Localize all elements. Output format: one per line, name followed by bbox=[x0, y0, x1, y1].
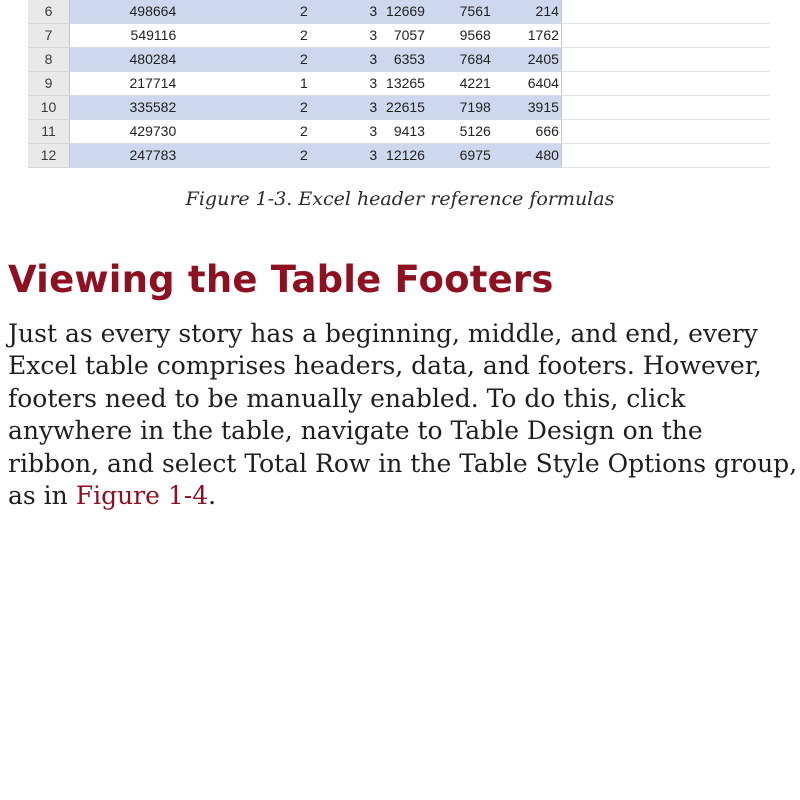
table-cell[interactable]: 7684 bbox=[433, 48, 507, 72]
table-cell[interactable]: 2 bbox=[246, 96, 336, 120]
empty-cell[interactable] bbox=[561, 24, 770, 48]
table-cell[interactable]: 480 bbox=[507, 144, 562, 168]
empty-cell[interactable] bbox=[561, 144, 770, 168]
table-row bbox=[28, 72, 770, 96]
paragraph-end: . bbox=[208, 481, 217, 511]
empty-cell[interactable] bbox=[561, 120, 770, 144]
empty-cell[interactable] bbox=[561, 96, 770, 120]
row-number-header[interactable]: 7 bbox=[28, 24, 70, 48]
row-number-header[interactable]: 12 bbox=[28, 144, 70, 168]
table-row bbox=[28, 120, 770, 144]
table-cell[interactable]: 6975 bbox=[433, 144, 507, 168]
table-cell[interactable]: 3 bbox=[336, 24, 378, 48]
table-row bbox=[28, 0, 770, 24]
table-cell[interactable]: 217714 bbox=[70, 72, 247, 96]
row-number-header[interactable]: 6 bbox=[28, 0, 70, 24]
table-cell[interactable]: 2 bbox=[246, 144, 336, 168]
table-row bbox=[28, 48, 770, 72]
table-cell[interactable]: 9568 bbox=[433, 24, 507, 48]
table-cell[interactable]: 666 bbox=[507, 120, 562, 144]
table-cell[interactable]: 2 bbox=[246, 120, 336, 144]
table-cell[interactable]: 3 bbox=[336, 120, 378, 144]
figure-caption: Figure 1-3. Excel header reference formulas bbox=[185, 188, 615, 210]
empty-cell[interactable] bbox=[561, 48, 770, 72]
table-cell[interactable]: 498664 bbox=[70, 0, 247, 24]
table-cell[interactable]: 3 bbox=[336, 72, 378, 96]
empty-cell[interactable] bbox=[561, 0, 770, 24]
table-row bbox=[28, 144, 770, 168]
table-cell[interactable]: 6353 bbox=[378, 48, 433, 72]
row-number-header[interactable]: 10 bbox=[28, 96, 70, 120]
table-cell[interactable]: 3 bbox=[336, 144, 378, 168]
table-cell[interactable]: 12669 bbox=[378, 0, 433, 24]
table-cell[interactable]: 214 bbox=[507, 0, 562, 24]
spreadsheet-table bbox=[28, 0, 770, 168]
table-cell[interactable]: 3 bbox=[336, 96, 378, 120]
table-cell[interactable]: 3 bbox=[336, 0, 378, 24]
table-cell[interactable]: 13265 bbox=[378, 72, 433, 96]
row-number-header[interactable]: 8 bbox=[28, 48, 70, 72]
table-cell[interactable]: 335582 bbox=[70, 96, 247, 120]
table-cell[interactable]: 2 bbox=[246, 24, 336, 48]
table-cell[interactable]: 12126 bbox=[378, 144, 433, 168]
spreadsheet-figure bbox=[28, 0, 770, 176]
table-cell[interactable]: 1762 bbox=[507, 24, 562, 48]
table-cell[interactable]: 2 bbox=[246, 48, 336, 72]
table-cell[interactable]: 549116 bbox=[70, 24, 247, 48]
section-heading: Viewing the Table Footers bbox=[8, 258, 554, 301]
table-cell[interactable]: 9413 bbox=[378, 120, 433, 144]
table-row bbox=[28, 96, 770, 120]
table-cell[interactable]: 7057 bbox=[378, 24, 433, 48]
table-cell[interactable]: 3915 bbox=[507, 96, 562, 120]
table-cell[interactable]: 247783 bbox=[70, 144, 247, 168]
table-cell[interactable]: 4221 bbox=[433, 72, 507, 96]
table-cell[interactable]: 7561 bbox=[433, 0, 507, 24]
table-cell[interactable]: 3 bbox=[336, 48, 378, 72]
figure-reference-link[interactable]: Figure 1-4 bbox=[75, 481, 209, 511]
table-cell[interactable]: 480284 bbox=[70, 48, 247, 72]
empty-cell[interactable] bbox=[561, 72, 770, 96]
table-cell[interactable]: 2405 bbox=[507, 48, 562, 72]
table-cell[interactable]: 7198 bbox=[433, 96, 507, 120]
table-row bbox=[28, 24, 770, 48]
table-cell[interactable]: 5126 bbox=[433, 120, 507, 144]
table-cell[interactable]: 2 bbox=[246, 0, 336, 24]
row-number-header[interactable]: 9 bbox=[28, 72, 70, 96]
row-number-header[interactable]: 11 bbox=[28, 120, 70, 144]
table-cell[interactable]: 6404 bbox=[507, 72, 562, 96]
table-cell[interactable]: 22615 bbox=[378, 96, 433, 120]
table-cell[interactable]: 1 bbox=[246, 72, 336, 96]
body-paragraph bbox=[8, 318, 798, 512]
table-cell[interactable]: 429730 bbox=[70, 120, 247, 144]
paragraph-text: Just as every story has a beginning, middle, and end, every Excel table comprises headers, data, and footers. However, footers need to be manually enabled. To do this, click anywhere in the table, navigate to Table Design on the ribbon, and select Total Row in the Table Style Options group, as in bbox=[8, 319, 798, 511]
